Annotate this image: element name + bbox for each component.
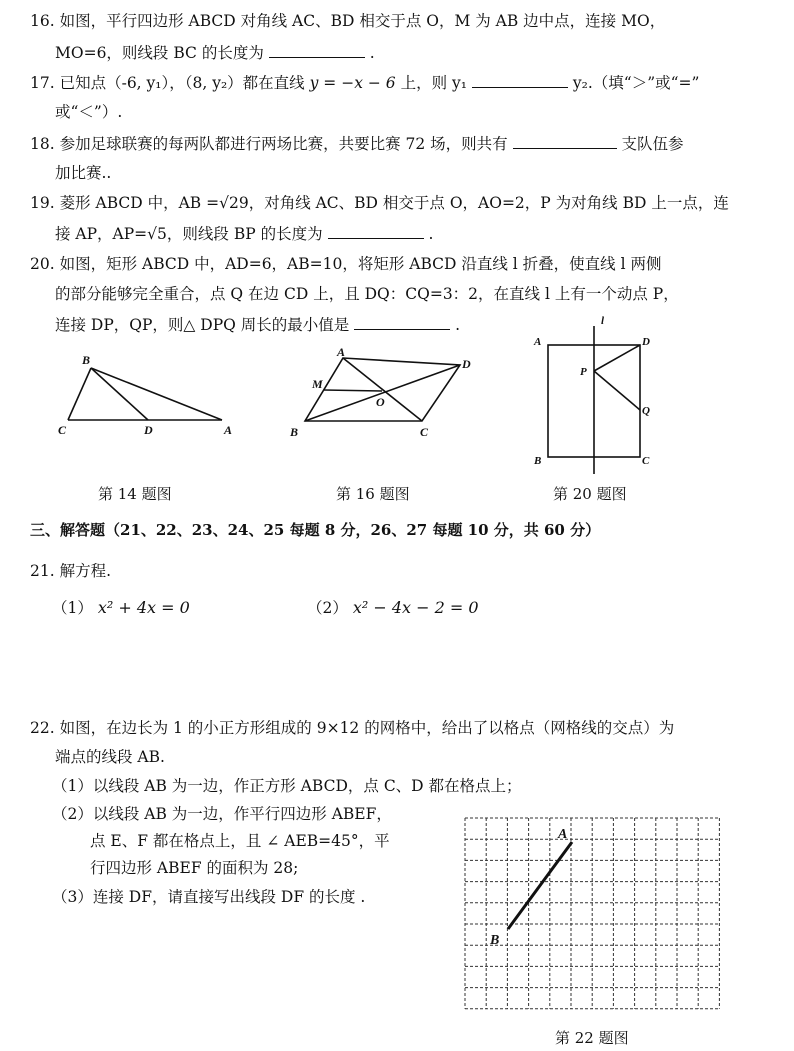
fig16-diagonal-AC xyxy=(343,358,422,421)
q18-answer-blank xyxy=(513,133,617,149)
q18-line1 xyxy=(30,133,684,154)
figure-20-rectangle xyxy=(528,312,668,480)
q21-title: 21. 解方程. xyxy=(30,562,112,580)
q19-line2 xyxy=(55,223,433,244)
fig16-diagonal-BD xyxy=(305,365,460,421)
q20-line3 xyxy=(55,314,460,335)
q20-line3-end: . xyxy=(455,316,461,334)
fig20-label-D: D xyxy=(642,336,650,348)
q21-part2 xyxy=(307,598,479,618)
segment-AB xyxy=(508,842,572,929)
q20-line1: 20. 如图，矩形 ABCD 中，AD=6，AB=10，将矩形 ABCD 沿直线 l 折叠，使直线 l 两侧 xyxy=(30,255,662,273)
fig16-label-D: D xyxy=(462,357,471,371)
q22-item2-line3: 行四边形 ABEF 的面积为 28; xyxy=(90,859,299,877)
figure-16-parallelogram xyxy=(282,346,482,446)
q17-equation: y = −x − 6 xyxy=(309,74,396,92)
q20-line2: 的部分能够完全重合，点 Q 在边 CD 上，且 DQ：CQ=3：2，在直线 l 上有一个动点 P， xyxy=(55,285,679,303)
q19-line2-text: 接 AP，AP=√5，则线段 BP 的长度为 xyxy=(55,225,323,243)
figure-20-caption: 第 20 题图 xyxy=(553,485,627,503)
fig16-label-B: B xyxy=(290,425,299,439)
q18-text-b: 支队伍参 xyxy=(621,135,684,153)
section-3-heading: 三、解答题（21、22、23、24、25 每题 8 分，26、27 每题 10 分，共 60 分） xyxy=(30,521,601,539)
q16-answer-blank xyxy=(269,42,365,58)
fig14-edge-BD xyxy=(91,368,148,420)
figure-22-grid xyxy=(450,810,740,1025)
q21-part1-equation: x² + 4x = 0 xyxy=(97,598,190,617)
q16-line1: 16. 如图，平行四边形 ABCD 对角线 AC、BD 相交于点 O，M 为 AB 边中点，连接 MO， xyxy=(30,12,666,30)
q21-part2-equation: x² − 4x − 2 = 0 xyxy=(352,598,479,617)
q16-line2 xyxy=(55,42,375,63)
q17-line1 xyxy=(30,72,699,93)
q16-line2-end: . xyxy=(369,44,375,62)
q16-line2-text: MO=6，则线段 BC 的长度为 xyxy=(55,44,264,62)
grid-lines xyxy=(465,818,719,1009)
fig14-label-D: D xyxy=(144,423,153,437)
fig20-label-B: B xyxy=(534,455,542,467)
fig14-label-B: B xyxy=(82,353,91,367)
fig16-segment-MO xyxy=(324,390,382,391)
fig20-label-Q: Q xyxy=(642,405,650,417)
q21-part1 xyxy=(52,598,190,618)
fig16-label-M: M xyxy=(312,377,323,391)
grid-label-B: B xyxy=(490,933,500,948)
q20-answer-blank xyxy=(354,314,450,330)
q22-line1: 22. 如图，在边长为 1 的小正方形组成的 9×12 的网格中，给出了以格点（网格线的交点）为 xyxy=(30,719,675,737)
q20-line3-text: 连接 DP，QP，则△ DPQ 周长的最小值是 xyxy=(55,316,350,334)
q21-part2-label: （2） xyxy=(307,599,348,617)
q18-line2: 加比赛.. xyxy=(55,164,112,182)
q22-item1: （1）以线段 AB 为一边，作正方形 ABCD，点 C、D 都在格点上； xyxy=(52,777,522,795)
grid-label-A: A xyxy=(558,827,568,842)
fig14-edge-BC xyxy=(68,368,91,420)
q22-item2-line1: （2）以线段 AB 为一边，作平行四边形 ABEF， xyxy=(52,805,392,823)
fig14-label-C: C xyxy=(58,423,67,437)
q17-text-b: 上，则 y₁ xyxy=(400,74,467,92)
q22-item3: （3）连接 DF，请直接写出线段 DF 的长度 . xyxy=(52,888,366,906)
fig14-edge-BA xyxy=(91,368,222,420)
q19-line2-end: . xyxy=(428,225,434,243)
q17-text-c: y₂.（填“＞”或“=” xyxy=(572,74,700,92)
fig20-label-C: C xyxy=(642,455,650,467)
figure-14-triangle xyxy=(50,350,250,440)
q17-line2: 或“＜”）. xyxy=(55,103,123,121)
fig20-segment-PQ xyxy=(594,371,640,410)
figure-14-caption: 第 14 题图 xyxy=(98,485,172,503)
fig14-label-A: A xyxy=(224,423,233,437)
q17-text-a: 17. 已知点（-6, y₁），（8, y₂）都在直线 xyxy=(30,74,305,92)
q21-part1-label: （1） xyxy=(52,599,93,617)
fig20-segment-PD xyxy=(594,345,640,371)
q18-text-a: 18. 参加足球联赛的每两队都进行两场比赛，共要比赛 72 场，则共有 xyxy=(30,135,508,153)
fig20-label-P: P xyxy=(580,366,587,378)
q17-answer-blank xyxy=(472,72,568,88)
fig16-label-C: C xyxy=(420,425,429,439)
fig16-label-O: O xyxy=(376,395,385,409)
fig20-label-A: A xyxy=(534,336,542,348)
figure-16-caption: 第 16 题图 xyxy=(336,485,410,503)
figure-22-caption: 第 22 题图 xyxy=(555,1029,629,1047)
q22-item2-line2: 点 E、F 都在格点上，且 ∠ AEB=45°，平 xyxy=(90,832,390,850)
fig20-label-l: l xyxy=(601,315,605,327)
q19-answer-blank xyxy=(328,223,424,239)
q19-line1: 19. 菱形 ABCD 中，AB =√29，对角线 AC、BD 相交于点 O，AO=2，P 为对角线 BD 上一点，连 xyxy=(30,194,729,212)
fig16-label-A: A xyxy=(337,346,346,359)
q22-line2: 端点的线段 AB. xyxy=(55,748,165,766)
